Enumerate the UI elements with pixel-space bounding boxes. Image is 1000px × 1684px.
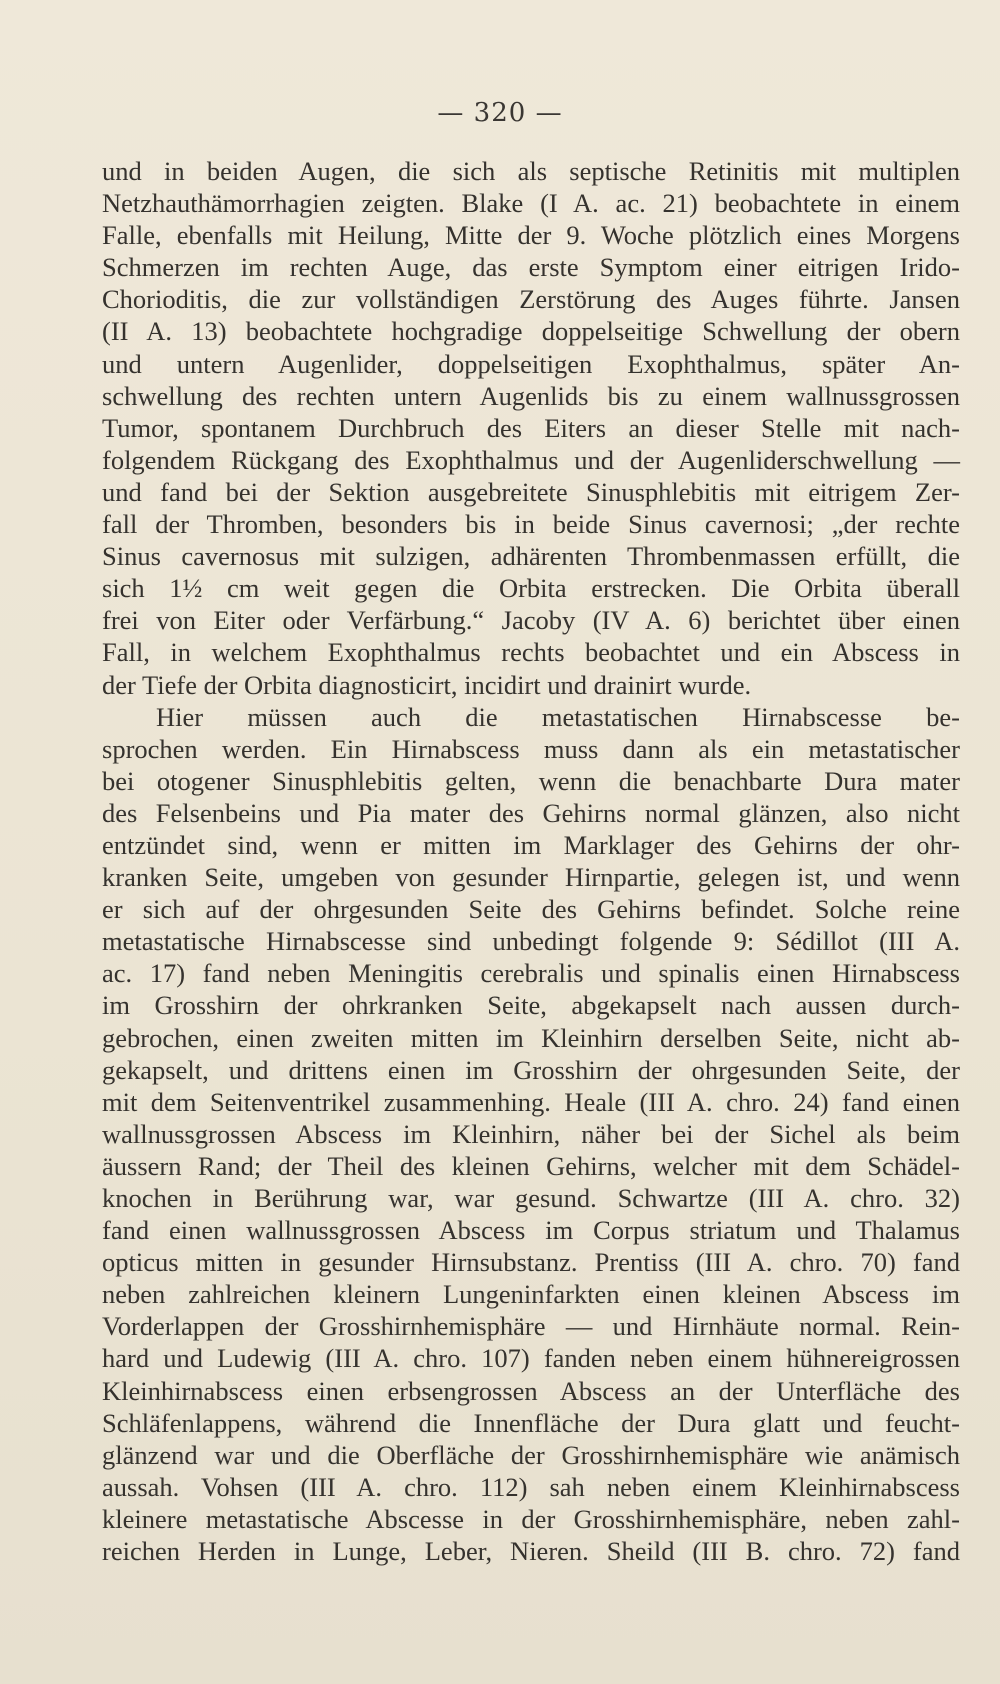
text-line: knochen in Berührung war, war gesund. Schwartze (III A. chro. 32) — [102, 1183, 960, 1213]
text-line: folgendem Rückgang des Exophthalmus und der Augenliderschwellung — — [102, 444, 960, 475]
text-line: fall der Thromben, besonders bis in beide Sinus cavernosi; „der rechte — [102, 509, 960, 540]
text-line: gekapselt, und drittens einen im Grosshirn der ohrgesunden Seite, der — [102, 1054, 960, 1085]
text-line: und untern Augenlider, doppelseitigen Exophthalmus, später An- — [102, 348, 960, 379]
text-line: opticus mitten in gesunder Hirnsubstanz. Prentiss (III A. chro. 70) fand — [102, 1247, 960, 1278]
text-line: und in beiden Augen, die sich als septische Retinitis mit multiplen — [102, 156, 960, 186]
text-line: Sinus cavernosus mit sulzigen, adhärenten Thrombenmassen erfüllt, die — [102, 541, 960, 572]
text-line: sich 1½ cm weit gegen die Orbita erstrecken. Die Orbita überall — [102, 573, 960, 604]
text-line: Vorderlappen der Grosshirnhemisphäre — und Hirnhäute normal. Rein- — [102, 1311, 960, 1342]
text-line: aussah. Vohsen (III A. chro. 112) sah neben einem Kleinhirnabscess — [102, 1471, 960, 1502]
text-line: sprochen werden. Ein Hirnabscess muss dann als ein metastatischer — [102, 733, 960, 764]
text-line: im Grosshirn der ohrkranken Seite, abgekapselt nach aussen durch- — [102, 990, 960, 1021]
text-line: und fand bei der Sektion ausgebreitete Sinusphlebitis mit eitrigem Zer- — [102, 476, 960, 507]
text-line: glänzend war und die Oberfläche der Grosshirnhemisphäre wie anämisch — [102, 1439, 960, 1470]
paragraph-start-line: Hier müssen auch die metastatischen Hirnabscesse be- — [156, 701, 960, 732]
text-line: Schläfenlappens, während die Innenfläche der Dura glatt und feucht- — [102, 1407, 960, 1438]
text-line: Netzhauthämorrhagien zeigten. Blake (I A. ac. 21) beobachtete in einem — [102, 188, 960, 219]
text-line: ac. 17) fand neben Meningitis cerebralis und spinalis einen Hirnabscess — [102, 958, 960, 989]
text-line: fand einen wallnussgrossen Abscess im Corpus striatum und Thalamus — [102, 1215, 960, 1246]
text-line: metastatische Hirnabscesse sind unbedingt folgende 9: Sédillot (III A. — [102, 926, 960, 957]
text-line: entzündet sind, wenn er mitten im Marklager des Gehirns der ohr- — [102, 829, 960, 860]
text-line: kleinere metastatische Abscesse in der Grosshirnhemisphäre, neben zahl- — [102, 1503, 960, 1534]
text-line: (II A. 13) beobachtete hochgradige doppelseitige Schwellung der obern — [102, 316, 960, 347]
text-line: reichen Herden in Lunge, Leber, Nieren. Sheild (III B. chro. 72) fand — [102, 1536, 960, 1567]
paragraph-end-line: der Tiefe der Orbita diagnosticirt, incidirt und drainirt wurde. — [102, 669, 752, 700]
text-line: des Felsenbeins und Pia mater des Gehirns normal glänzen, also nicht — [102, 797, 960, 828]
text-line: Tumor, spontanem Durchbruch des Eiters an dieser Stelle mit nach- — [102, 412, 960, 443]
text-line: er sich auf der ohrgesunden Seite des Gehirns befindet. Solche reine — [102, 894, 960, 925]
text-line: wallnussgrossen Abscess im Kleinhirn, näher bei der Sichel als beim — [102, 1118, 960, 1149]
text-line: Fall, in welchem Exophthalmus rechts beobachtet und ein Abscess in — [102, 637, 960, 668]
text-line: neben zahlreichen kleinern Lungeninfarkten einen kleinen Abscess im — [102, 1279, 960, 1310]
text-line: bei otogener Sinusphlebitis gelten, wenn die benachbarte Dura mater — [102, 765, 960, 796]
text-line: Falle, ebenfalls mit Heilung, Mitte der 9. Woche plötzlich eines Morgens — [102, 220, 960, 251]
text-line: kranken Seite, umgeben von gesunder Hirnpartie, gelegen ist, und wenn — [102, 862, 960, 893]
text-line: äussern Rand; der Theil des kleinen Gehirns, welcher mit dem Schädel- — [102, 1150, 960, 1181]
text-line: mit dem Seitenventrikel zusammenhing. Heale (III A. chro. 24) fand einen — [102, 1086, 960, 1117]
text-line: frei von Eiter oder Verfärbung.“ Jacoby (IV A. 6) berichtet über einen — [102, 605, 960, 636]
text-line: Chorioditis, die zur vollständigen Zerstörung des Auges führte. Jansen — [102, 284, 960, 315]
page-number: — 320 — — [437, 98, 563, 128]
text-line: Schmerzen im rechten Auge, das erste Symptom einer eitrigen Irido- — [102, 252, 960, 283]
text-line: schwellung des rechten untern Augenlids bis zu einem wallnussgrossen — [102, 380, 960, 411]
text-line: gebrochen, einen zweiten mitten im Kleinhirn derselben Seite, nicht ab- — [102, 1022, 960, 1053]
text-line: hard und Ludewig (III A. chro. 107) fanden neben einem hühnereigrossen — [102, 1343, 960, 1374]
body-text — [102, 155, 960, 1567]
text-line: Kleinhirnabscess einen erbsengrossen Abscess an der Unterfläche des — [102, 1375, 960, 1406]
